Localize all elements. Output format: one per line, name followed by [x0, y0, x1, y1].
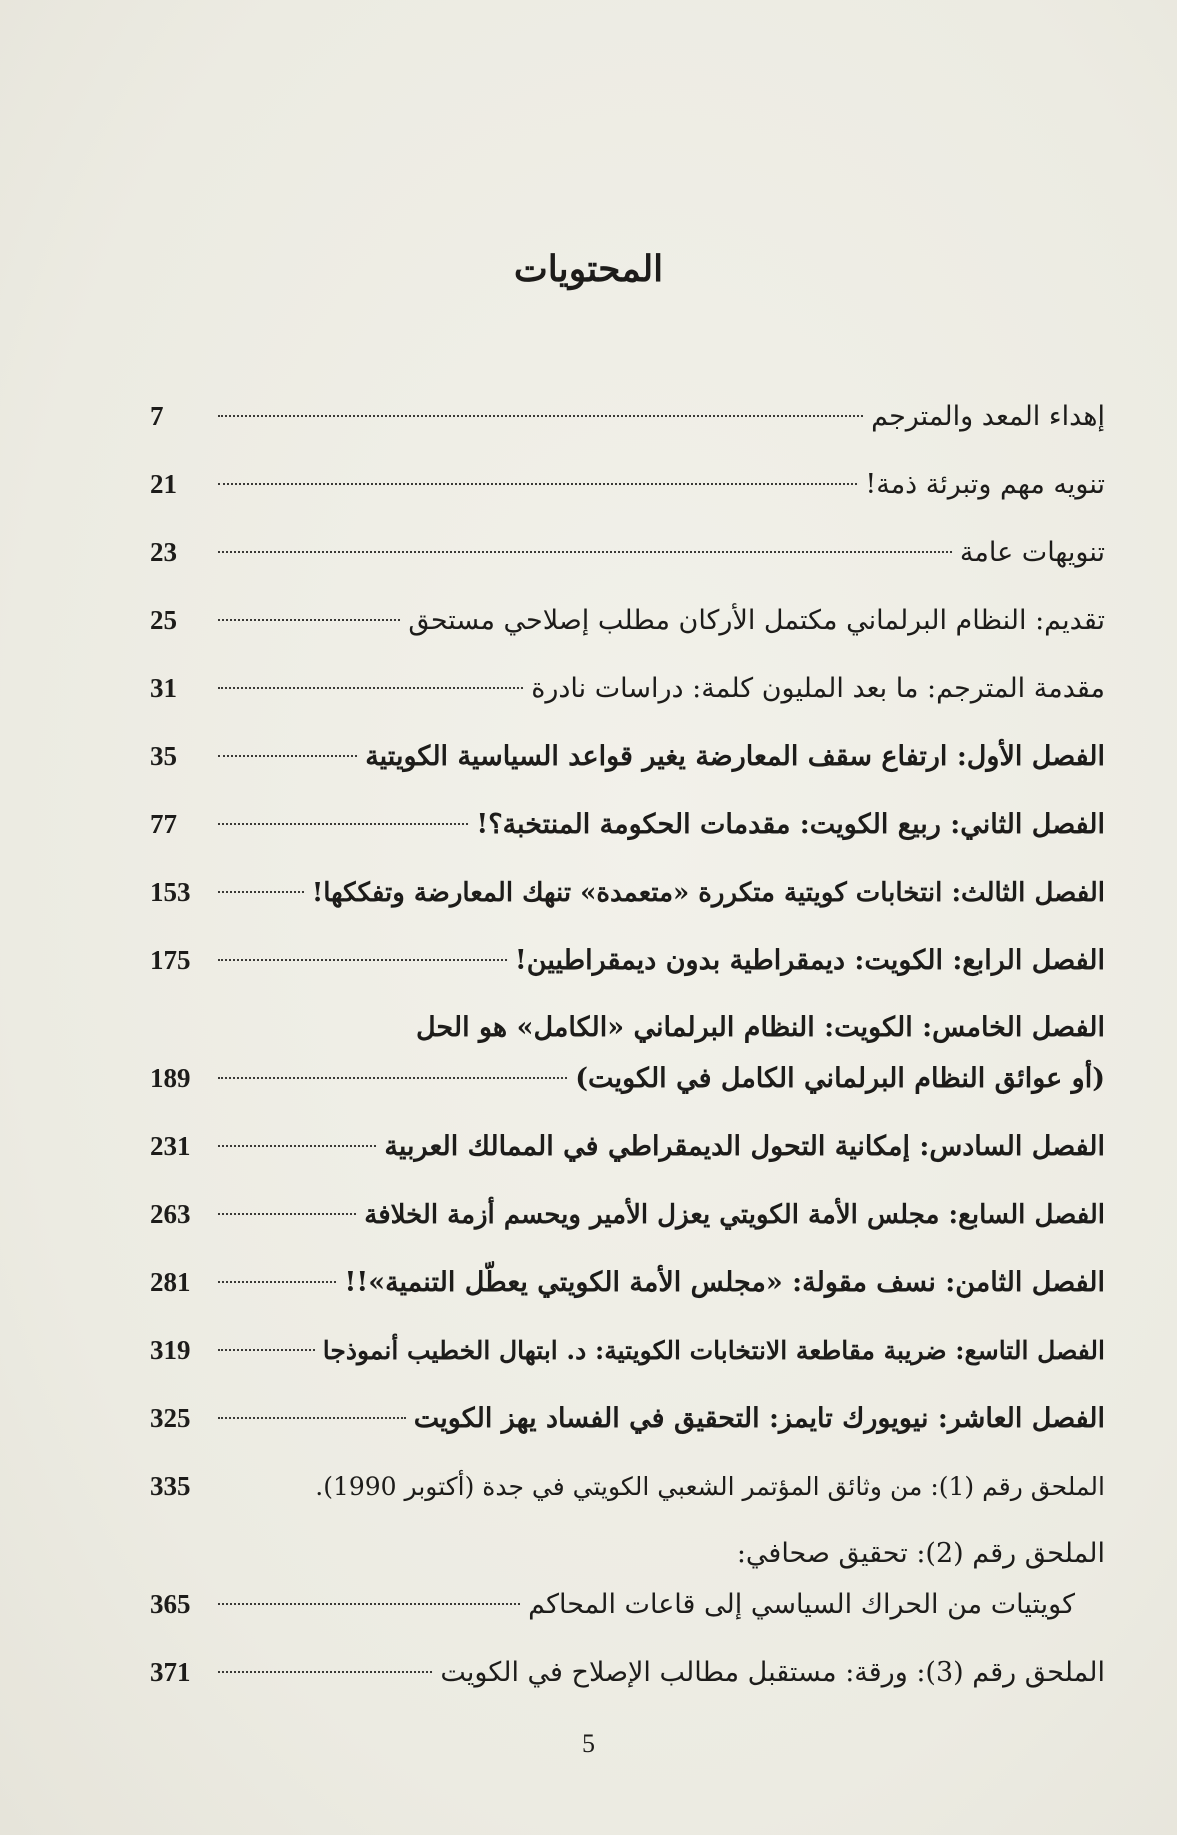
toc-entry-page: 35	[150, 741, 177, 771]
toc-entry	[150, 1536, 1105, 1654]
dot-leader	[218, 415, 863, 417]
toc-entry-text: تنويه مهم وتبرئة ذمة!	[865, 469, 1105, 500]
dot-leader	[218, 1603, 520, 1605]
dot-leader	[218, 755, 357, 757]
toc-entry	[150, 398, 1105, 466]
dot-leader	[218, 959, 507, 961]
toc-entry-text: الفصل التاسع: ضريبة مقاطعة الانتخابات الكويتية: د. ابتهال الخطيب أنموذجا	[322, 1336, 1105, 1365]
table-of-contents	[150, 398, 1105, 1722]
toc-entry-text: الفصل السادس: إمكانية التحول الديمقراطي في الممالك العربية	[384, 1131, 1105, 1162]
dot-leader	[218, 1213, 356, 1215]
toc-entry-page: 23	[150, 537, 177, 567]
dot-leader	[218, 1417, 406, 1419]
toc-entry	[150, 534, 1105, 602]
toc-entry-page: 21	[150, 469, 177, 499]
dot-leader	[218, 891, 304, 893]
dot-leader	[218, 1671, 432, 1673]
toc-entry	[150, 670, 1105, 738]
toc-entry	[150, 806, 1105, 874]
toc-entry-page: 281	[150, 1267, 191, 1297]
toc-entry-page: 371	[150, 1657, 191, 1687]
toc-entry-page: 319	[150, 1335, 191, 1365]
toc-entry-page: 189	[150, 1063, 191, 1093]
toc-entry-text-line1: الفصل الخامس: الكويت: النظام البرلماني «الكامل» هو الحل	[415, 1012, 1105, 1043]
toc-entry-page: 335	[150, 1471, 191, 1501]
toc-entry-page: 175	[150, 945, 191, 975]
toc-entry-page: 25	[150, 605, 177, 635]
toc-entry-text: الفصل الثامن: نسف مقولة: «مجلس الأمة الكويتي يعطّل التنمية»!!	[344, 1267, 1105, 1298]
toc-entry-text: الفصل الثاني: ربيع الكويت: مقدمات الحكومة المنتخبة؟!	[476, 809, 1105, 840]
toc-entry-page: 31	[150, 673, 177, 703]
toc-entry-text: الملحق رقم (1): من وثائق المؤتمر الشعبي الكويتي في جدة (أكتوبر 1990).	[315, 1472, 1105, 1501]
dot-leader	[218, 619, 400, 621]
toc-entry	[150, 874, 1105, 942]
toc-entry-page: 365	[150, 1589, 191, 1619]
toc-entry-text: إهداء المعد والمترجم	[871, 401, 1105, 432]
toc-entry-text: الفصل السابع: مجلس الأمة الكويتي يعزل الأمير ويحسم أزمة الخلافة	[364, 1200, 1105, 1230]
toc-entry-text: تنويهات عامة	[959, 537, 1105, 568]
toc-entry-page: 7	[150, 401, 164, 431]
toc-entry	[150, 602, 1105, 670]
toc-entry	[150, 1332, 1105, 1400]
toc-entry	[150, 942, 1105, 1010]
toc-entry	[150, 1468, 1105, 1536]
toc-entry	[150, 1400, 1105, 1468]
toc-entry	[150, 1010, 1105, 1128]
toc-entry-text: الفصل الأول: ارتفاع سقف المعارضة يغير قواعد السياسية الكويتية	[365, 741, 1105, 772]
toc-entry	[150, 738, 1105, 806]
toc-entry	[150, 1128, 1105, 1196]
toc-entry-page: 263	[150, 1199, 191, 1229]
dot-leader	[218, 1145, 376, 1147]
toc-entry	[150, 466, 1105, 534]
dot-leader	[218, 823, 468, 825]
dot-leader	[218, 687, 523, 689]
toc-entry-text: تقديم: النظام البرلماني مكتمل الأركان مطلب إصلاحي مستحق	[408, 605, 1105, 636]
toc-entry-text: (أو عوائق النظام البرلماني الكامل في الكويت)	[575, 1063, 1105, 1094]
toc-entry-page: 153	[150, 877, 191, 907]
toc-entry	[150, 1196, 1105, 1264]
dot-leader	[218, 483, 857, 485]
toc-entry	[150, 1654, 1105, 1722]
dot-leader	[218, 551, 952, 553]
toc-entry	[150, 1264, 1105, 1332]
toc-entry-text: الفصل الثالث: انتخابات كويتية متكررة «متعمدة» تنهك المعارضة وتفككها!	[311, 878, 1105, 908]
dot-leader	[218, 1077, 567, 1079]
toc-entry-text-line1: الملحق رقم (2): تحقيق صحافي:	[736, 1538, 1105, 1569]
toc-entry-text: كويتيات من الحراك السياسي إلى قاعات المحاكم	[528, 1589, 1075, 1620]
toc-entry-text: مقدمة المترجم: ما بعد المليون كلمة: دراسات نادرة	[531, 673, 1105, 704]
page-number: 5	[582, 1729, 595, 1758]
page-title: المحتويات	[513, 248, 664, 290]
toc-entry-text: الفصل الرابع: الكويت: ديمقراطية بدون ديمقراطيين!	[514, 945, 1105, 976]
toc-entry-page: 77	[150, 809, 177, 839]
toc-entry-page: 325	[150, 1403, 191, 1433]
toc-entry-text: الفصل العاشر: نيويورك تايمز: التحقيق في الفساد يهز الكويت	[413, 1403, 1105, 1434]
toc-entry-page: 231	[150, 1131, 191, 1161]
toc-entry-text: الملحق رقم (3): ورقة: مستقبل مطالب الإصلاح في الكويت	[440, 1657, 1105, 1688]
dot-leader	[218, 1281, 336, 1283]
dot-leader	[218, 1349, 315, 1351]
